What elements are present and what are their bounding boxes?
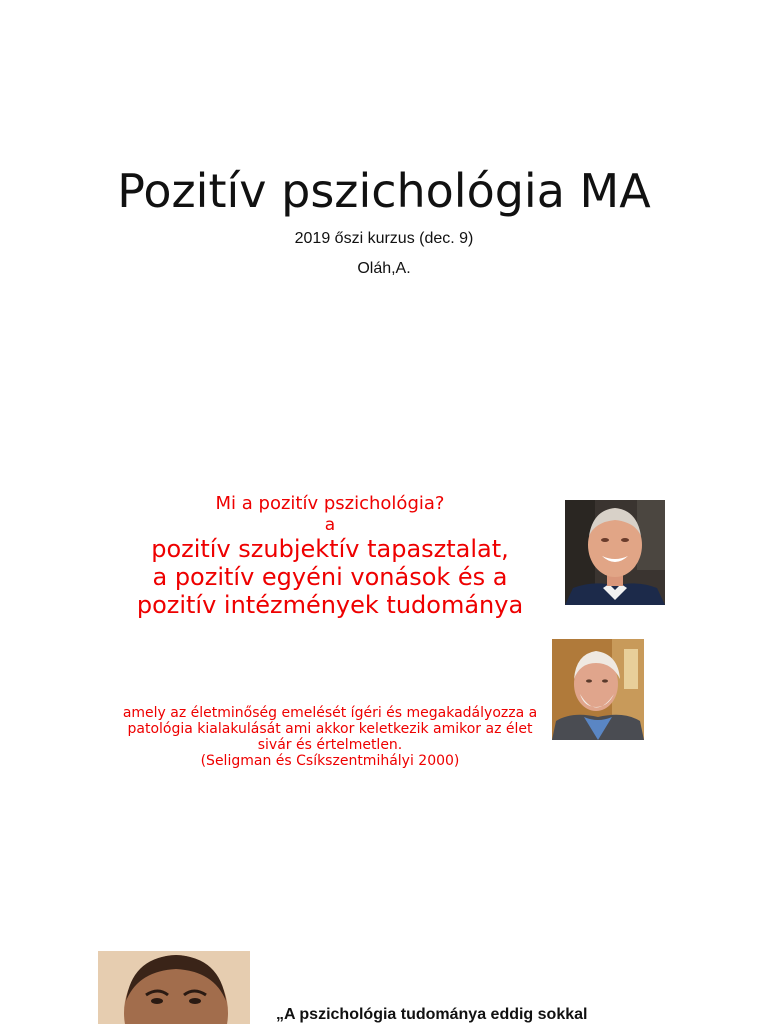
portrait-photo-seligman bbox=[565, 500, 665, 605]
detail-line-1: amely az életminőség emelését ígéri és megakadályozza a bbox=[122, 705, 538, 721]
detail-line-2: patológia kialakulását ami akkor keletkezik amikor az élet bbox=[127, 721, 533, 737]
question-heading: Mi a pozitív pszichológia? bbox=[215, 493, 445, 514]
portrait-photo-sepia bbox=[98, 951, 250, 1024]
course-info: 2019 őszi kurzus (dec. 9) bbox=[294, 230, 474, 247]
detail-line-3: sivár és értelmetlen. bbox=[257, 737, 403, 753]
portrait-photo-csikszentmihalyi bbox=[552, 639, 644, 740]
author: Oláh,A. bbox=[357, 260, 411, 277]
slide-title: Pozitív pszichológia MA bbox=[117, 164, 651, 218]
citation: (Seligman és Csíkszentmihályi 2000) bbox=[200, 753, 460, 769]
definition-line-2: a pozitív egyéni vonások és a bbox=[152, 563, 508, 591]
definition-line-1: pozitív szubjektív tapasztalat, bbox=[151, 535, 509, 563]
quote-text: „A pszichológia tudománya eddig sokkal bbox=[276, 1006, 588, 1023]
definition-line-3: pozitív intézmények tudománya bbox=[136, 591, 524, 619]
question-a: a bbox=[324, 515, 336, 535]
